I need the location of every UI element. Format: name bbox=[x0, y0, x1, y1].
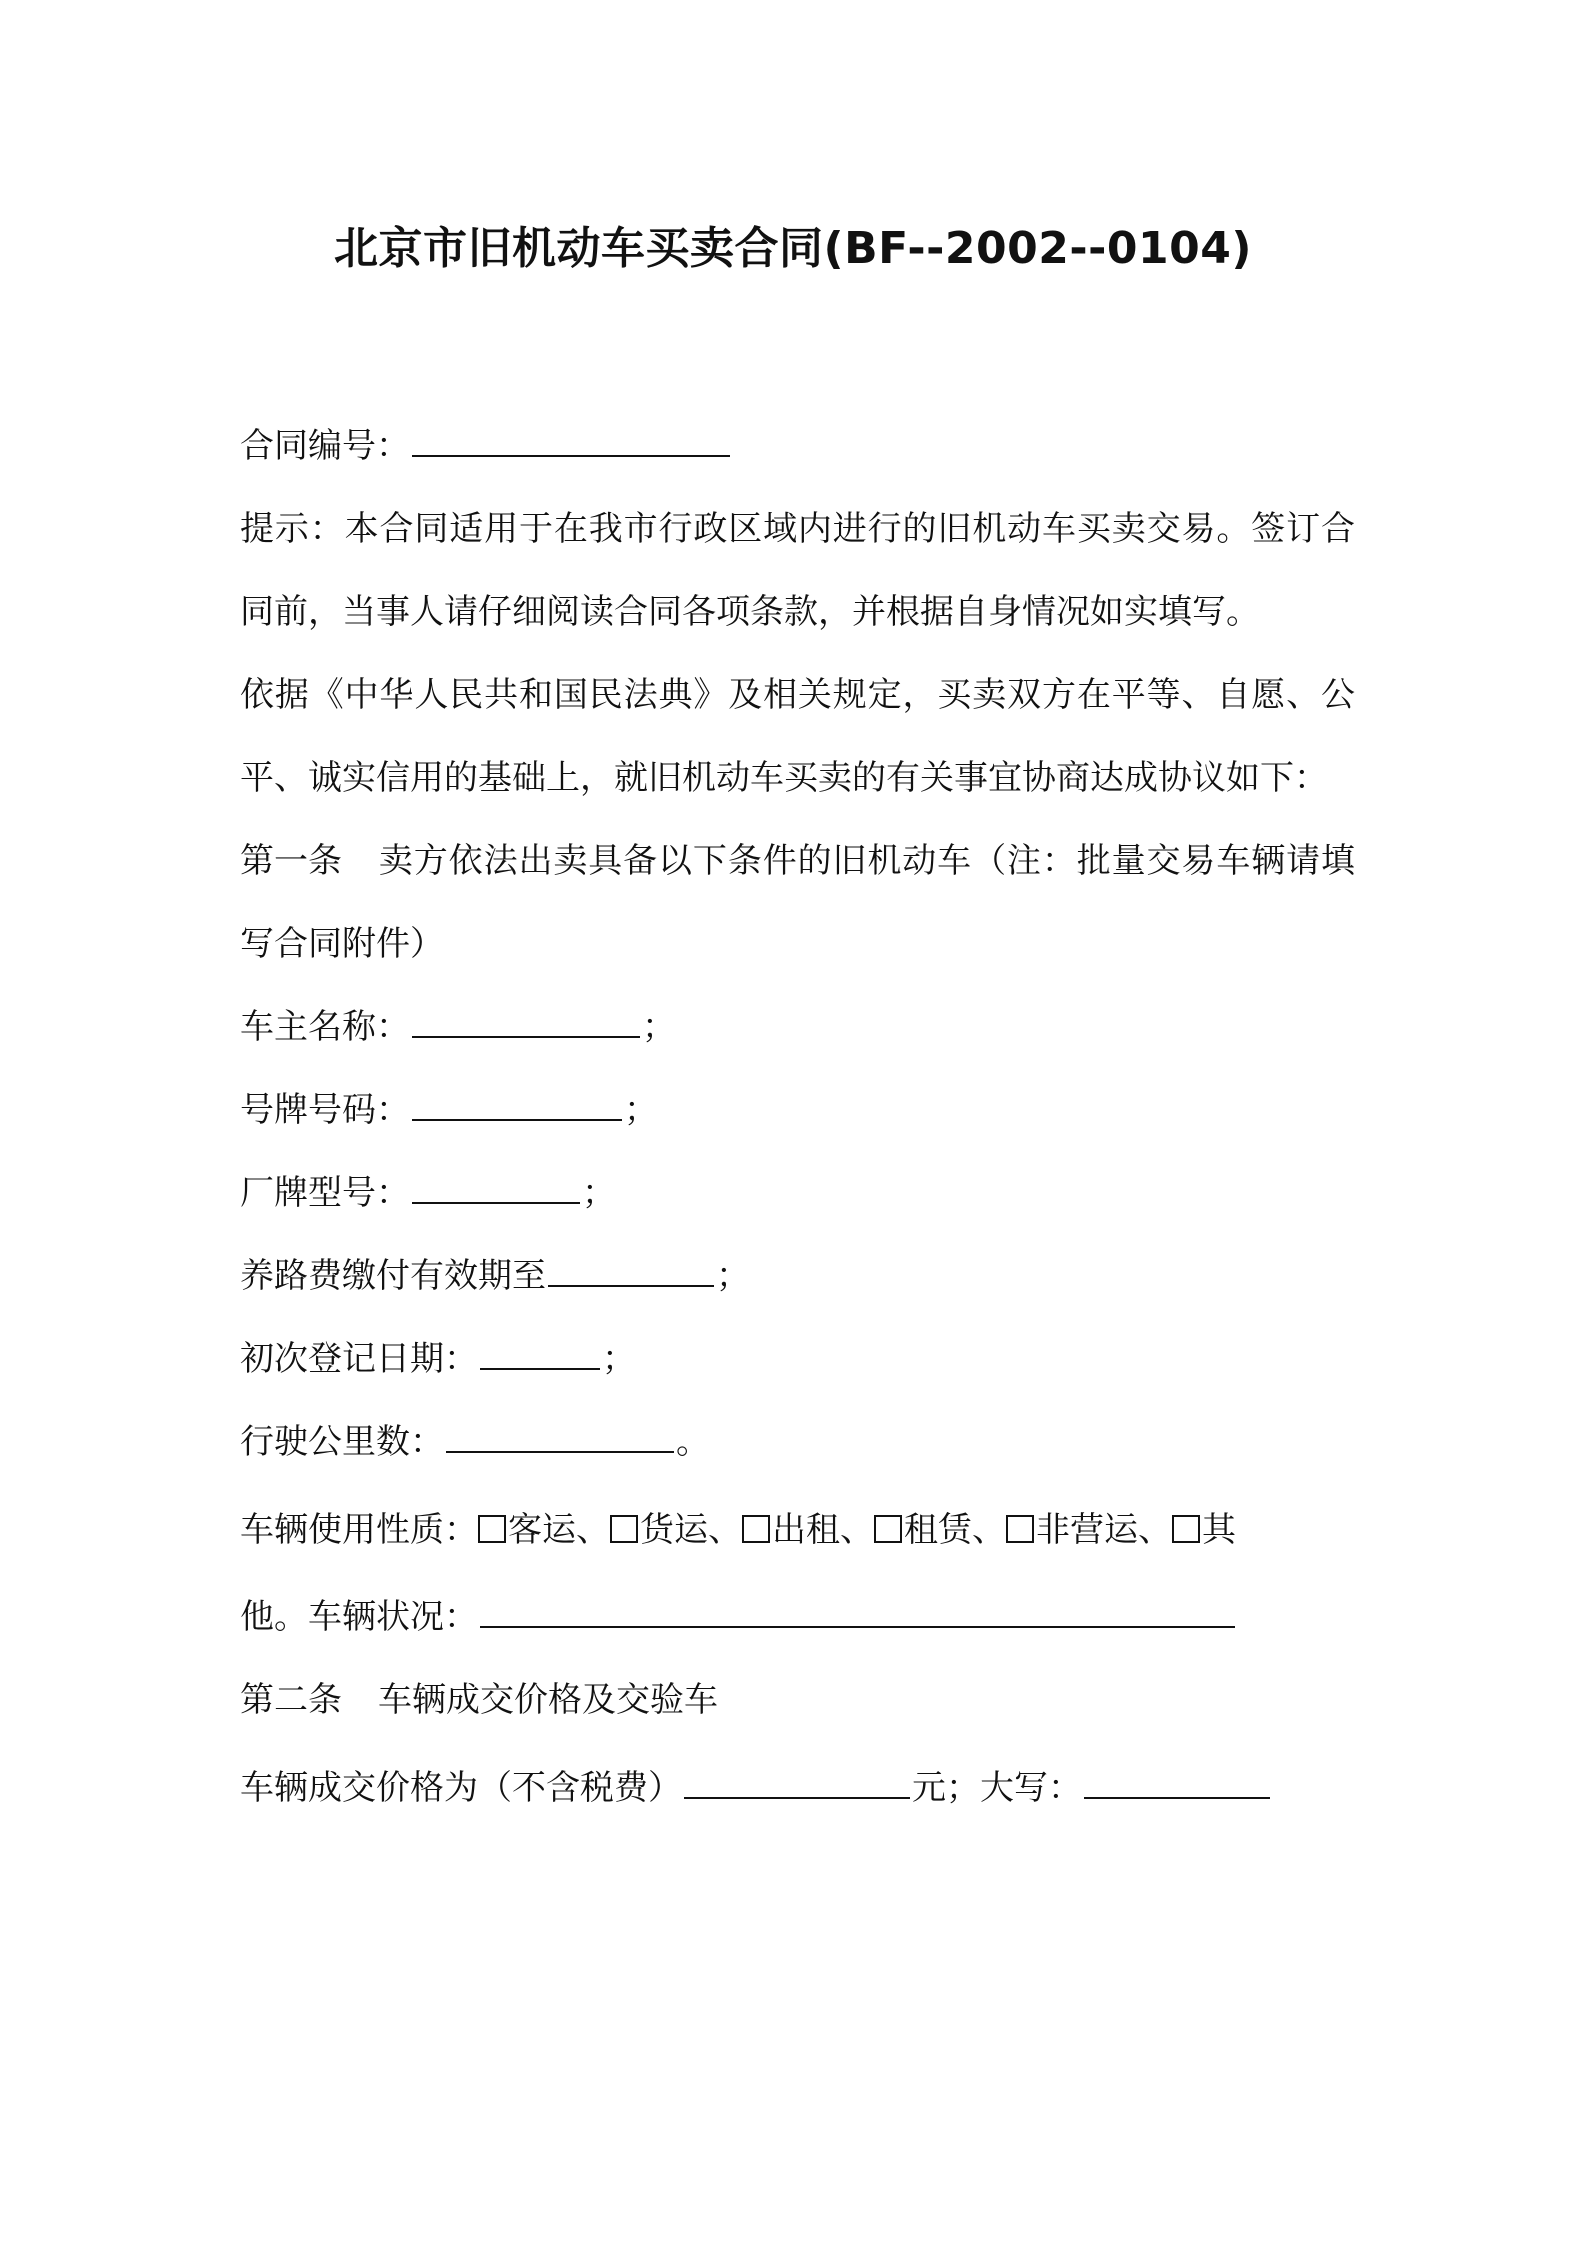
usage-option-passenger: 客运、 bbox=[478, 1510, 610, 1550]
article-1 bbox=[240, 820, 1355, 986]
article-1-heading: 第一条 bbox=[240, 841, 342, 881]
usage-option-non-operating: 非营运、 bbox=[1006, 1510, 1172, 1550]
contract-number-blank[interactable] bbox=[412, 419, 730, 457]
registration-date-blank[interactable] bbox=[480, 1332, 600, 1370]
owner-name-blank[interactable] bbox=[412, 1000, 640, 1038]
lease-checkbox[interactable] bbox=[874, 1515, 902, 1543]
price-uppercase-blank[interactable] bbox=[1084, 1761, 1270, 1799]
usage-option-lease: 租赁、 bbox=[874, 1510, 1006, 1550]
plate-number-end: ； bbox=[624, 1090, 658, 1130]
price-blank[interactable] bbox=[684, 1761, 910, 1799]
road-fee-end: ； bbox=[716, 1256, 750, 1296]
vehicle-usage-label: 车辆使用性质： bbox=[240, 1510, 478, 1550]
non-operating-checkbox[interactable] bbox=[1006, 1515, 1034, 1543]
vehicle-condition-line bbox=[240, 1576, 1355, 1659]
vehicle-condition-label: 车辆状况： bbox=[308, 1597, 478, 1637]
brand-model-end: ； bbox=[582, 1173, 616, 1213]
usage-option-freight: 货运、 bbox=[610, 1510, 742, 1550]
contract-number-line bbox=[240, 405, 1355, 488]
article-2-text: 车辆成交价格及交验车 bbox=[378, 1680, 718, 1720]
registration-date-end: ； bbox=[602, 1339, 636, 1379]
owner-name-label: 车主名称： bbox=[240, 1007, 410, 1047]
road-fee-label: 养路费缴付有效期至 bbox=[240, 1256, 546, 1296]
road-fee-line bbox=[240, 1235, 1355, 1318]
brand-model-line bbox=[240, 1152, 1355, 1235]
owner-name-line bbox=[240, 986, 1355, 1069]
price-uppercase-label: 大写： bbox=[980, 1768, 1082, 1808]
plate-number-line bbox=[240, 1069, 1355, 1152]
hint-paragraph: 提示：本合同适用于在我市行政区域内进行的旧机动车买卖交易。签订合同前，当事人请仔细阅读合同各项条款，并根据自身情况如实填写。 bbox=[240, 509, 1355, 632]
price-line bbox=[240, 1742, 1355, 1834]
usage-option-taxi: 出租、 bbox=[742, 1510, 874, 1550]
mileage-line bbox=[240, 1401, 1355, 1484]
usage-continued: 他。 bbox=[240, 1597, 308, 1637]
vehicle-usage-line bbox=[240, 1484, 1355, 1576]
usage-option-other: 其 bbox=[1172, 1510, 1236, 1550]
article-1-text: 卖方依法出卖具备以下条件的旧机动车（注：批量交易车辆请填写合同附件） bbox=[240, 841, 1355, 964]
registration-date-line bbox=[240, 1318, 1355, 1401]
basis-paragraph: 依据《中华人民共和国民法典》及相关规定，买卖双方在平等、自愿、公平、诚实信用的基础上，就旧机动车买卖的有关事宜协商达成协议如下： bbox=[240, 675, 1355, 798]
article-2-heading: 第二条 bbox=[240, 1680, 342, 1720]
vehicle-condition-blank[interactable] bbox=[480, 1590, 1235, 1628]
price-label: 车辆成交价格为（不含税费） bbox=[240, 1768, 682, 1808]
owner-name-end: ； bbox=[642, 1007, 676, 1047]
taxi-checkbox[interactable] bbox=[742, 1515, 770, 1543]
other-checkbox[interactable] bbox=[1172, 1515, 1200, 1543]
mileage-blank[interactable] bbox=[446, 1415, 674, 1453]
plate-number-label: 号牌号码： bbox=[240, 1090, 410, 1130]
brand-model-label: 厂牌型号： bbox=[240, 1173, 410, 1213]
mileage-end: 。 bbox=[676, 1422, 710, 1462]
mileage-label: 行驶公里数： bbox=[240, 1422, 444, 1462]
contract-body bbox=[240, 405, 1355, 1834]
passenger-checkbox[interactable] bbox=[478, 1515, 506, 1543]
price-unit: 元； bbox=[912, 1768, 980, 1808]
page-title: 北京市旧机动车买卖合同(BF--2002--0104) bbox=[334, 223, 1252, 274]
registration-date-label: 初次登记日期： bbox=[240, 1339, 478, 1379]
brand-model-blank[interactable] bbox=[412, 1166, 580, 1204]
contract-number-label: 合同编号： bbox=[240, 426, 410, 466]
road-fee-blank[interactable] bbox=[548, 1249, 714, 1287]
article-2 bbox=[240, 1659, 1355, 1742]
plate-number-blank[interactable] bbox=[412, 1083, 622, 1121]
freight-checkbox[interactable] bbox=[610, 1515, 638, 1543]
